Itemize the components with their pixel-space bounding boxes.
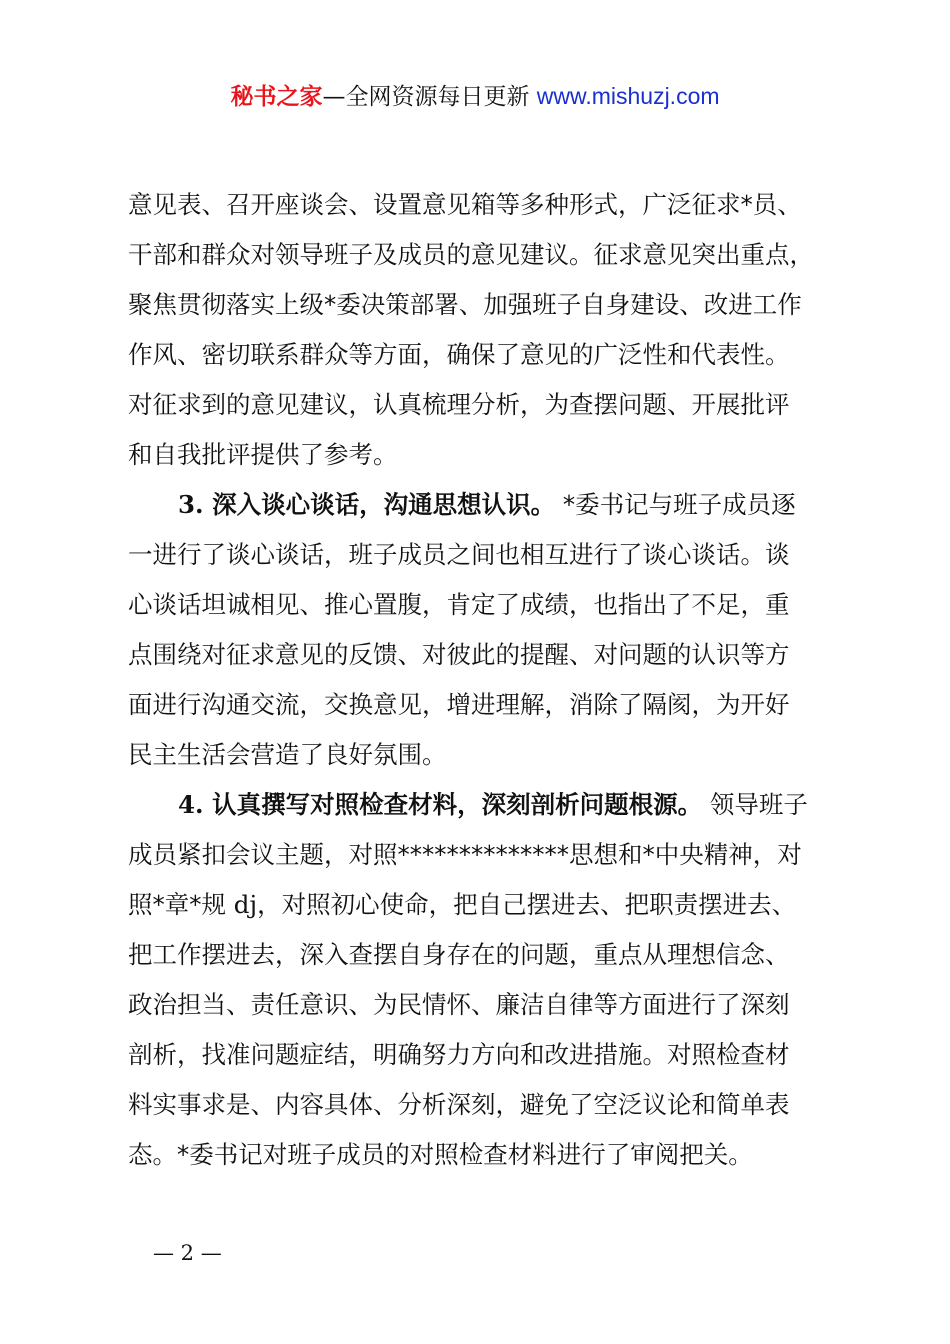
document-body (128, 180, 838, 1180)
text-line (128, 880, 838, 930)
section-3-first-line-text: *委书记与班子成员逐 (562, 490, 796, 519)
text-line: 和自我批评提供了参考。 (128, 440, 398, 469)
page-number: — 2 — (153, 1241, 222, 1265)
banner-url: www.mishuzj.com (536, 83, 720, 109)
text-segment: dj (233, 890, 258, 919)
text-line: 料实事求是、内容具体、分析深刻，避免了空泛议论和简单表 (128, 1090, 790, 1119)
text-line: 干部和群众对领导班子及成员的意见建议。征求意见突出重点， (128, 240, 814, 269)
text-line: 心谈话坦诚相见、推心置腹，肯定了成绩，也指出了不足，重 (128, 590, 790, 619)
text-line: 一进行了谈心谈话，班子成员之间也相互进行了谈心谈话。谈 (128, 540, 790, 569)
banner-tagline: —全网资源每日更新 (322, 84, 537, 110)
section-3-heading: 3. 深入谈心谈话，沟通思想认识。 (178, 490, 556, 519)
section-4-first-line (128, 780, 838, 830)
brand-name: 秘书之家 (230, 84, 323, 110)
text-line: 点围绕对征求意见的反馈、对彼此的提醒、对问题的认识等方 (128, 640, 790, 669)
section-4-first-line-text: 领导班子 (709, 790, 808, 819)
text-segment: ，对照初心使命，把自己摆进去、把职责摆进去、 (257, 890, 797, 919)
text-line: 聚焦贯彻落实上级*委决策部署、加强班子自身建设、改进工作 (128, 290, 802, 319)
text-line: 成员紧扣会议主题，对照**************思想和*中央精神，对 (128, 840, 802, 869)
text-line: 面进行沟通交流，交换意见，增进理解，消除了隔阂，为开好 (128, 690, 790, 719)
site-banner (0, 80, 950, 113)
text-line: 对征求到的意见建议，认真梳理分析，为查摆问题、开展批评 (128, 390, 790, 419)
section-3-first-line (128, 480, 838, 530)
text-line: 把工作摆进去，深入查摆自身存在的问题，重点从理想信念、 (128, 940, 790, 969)
text-line: 剖析，找准问题症结，明确努力方向和改进措施。对照检查材 (128, 1040, 790, 1069)
text-line: 民主生活会营造了良好氛围。 (128, 740, 447, 769)
text-line: 作风、密切联系群众等方面，确保了意见的广泛性和代表性。 (128, 340, 790, 369)
text-segment: 照*章*规 (128, 890, 234, 919)
text-line: 政治担当、责任意识、为民情怀、廉洁自律等方面进行了深刻 (128, 990, 790, 1019)
section-4-heading: 4. 认真撰写对照检查材料，深刻剖析问题根源。 (178, 790, 703, 819)
text-line: 态。*委书记对班子成员的对照检查材料进行了审阅把关。 (128, 1140, 753, 1169)
text-line: 意见表、召开座谈会、设置意见箱等多种形式，广泛征求*员、 (128, 190, 802, 219)
